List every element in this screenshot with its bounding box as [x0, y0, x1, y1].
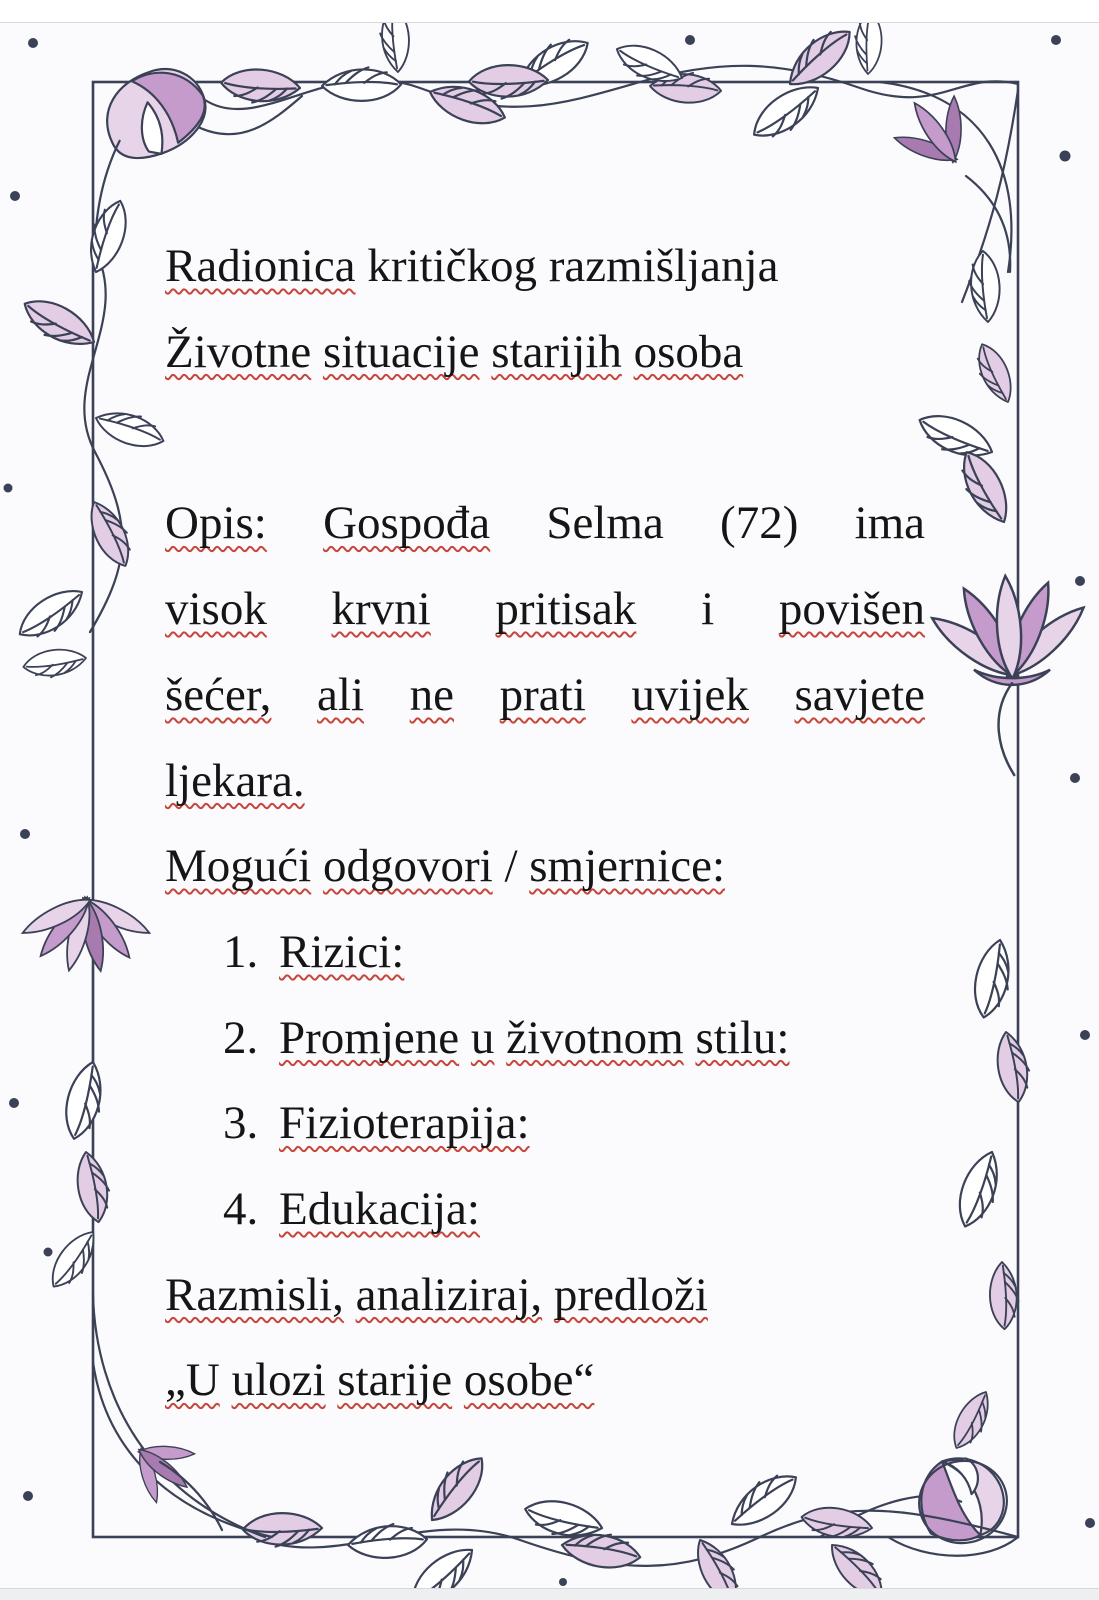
- list-item-3: [165, 1081, 925, 1167]
- word: Edukacija:: [279, 1183, 480, 1236]
- word: Razmisli,: [165, 1268, 344, 1321]
- closing-line-1: [165, 1253, 925, 1339]
- word: savjete: [794, 668, 926, 721]
- word: smjernice:: [529, 840, 726, 893]
- title-line-1: [165, 224, 925, 310]
- document-content: [165, 224, 925, 1424]
- list-item-2: [165, 996, 925, 1082]
- word: Promjene: [279, 1011, 460, 1064]
- bottom-right-rose-bud: [820, 1449, 1018, 1556]
- description-paragraph: [165, 481, 925, 824]
- screenshot-bottom-strip: [0, 1588, 1099, 1600]
- word: krvni: [331, 583, 431, 636]
- word: analiziraj,: [355, 1268, 543, 1321]
- list-item-text: [279, 1012, 789, 1064]
- word: Rizici:: [279, 925, 405, 978]
- closing-line-2: [165, 1338, 925, 1424]
- left-border-flower: [11, 197, 167, 1292]
- list-item-text: [279, 926, 404, 978]
- numbered-list: [165, 910, 925, 1253]
- word: visok: [165, 583, 267, 636]
- word: predloži: [553, 1268, 708, 1321]
- word: (72): [720, 497, 799, 550]
- word: stilu:: [695, 1011, 790, 1064]
- list-number: 1.: [223, 925, 259, 978]
- word: u: [470, 1011, 495, 1064]
- word: Opis:: [165, 497, 267, 550]
- word: starije: [337, 1354, 453, 1407]
- word: osobe“: [463, 1354, 595, 1407]
- list-item-4: [165, 1167, 925, 1253]
- list-number: 4.: [223, 1183, 259, 1236]
- word: „U: [165, 1354, 220, 1407]
- bottom-vine: [241, 1452, 1018, 1600]
- word: razmišljanja: [548, 240, 779, 292]
- description-line-3: [165, 653, 925, 739]
- title-line-2: [165, 310, 925, 396]
- word: ali: [317, 668, 365, 721]
- description-line-1: [165, 481, 925, 567]
- word: Selma: [546, 497, 664, 550]
- word: Radionica: [165, 240, 356, 292]
- word: /: [504, 840, 518, 893]
- word: Gospođa: [323, 497, 491, 550]
- screenshot-top-strip: [0, 0, 1099, 23]
- list-item-text: [279, 1183, 480, 1235]
- word: uvijek: [631, 668, 749, 721]
- list-item-text: [279, 1097, 530, 1149]
- word: ne: [409, 668, 455, 721]
- word: pritisak: [495, 583, 637, 636]
- word: ljekara.: [165, 754, 305, 807]
- word: starijih: [491, 325, 622, 378]
- right-border-flower: [914, 398, 1091, 1452]
- word: šećer,: [165, 668, 272, 721]
- word: ulozi: [231, 1354, 326, 1407]
- list-number: 2.: [223, 1011, 259, 1064]
- word: prati: [499, 668, 586, 721]
- word: Mogući: [165, 840, 312, 893]
- list-number: 3.: [223, 1097, 259, 1150]
- word: i: [701, 583, 715, 636]
- word: situacije: [322, 325, 480, 378]
- word: životnom: [506, 1011, 684, 1064]
- description-line-2: [165, 567, 925, 653]
- description-line-4: [165, 739, 925, 825]
- list-item-1: [165, 910, 925, 996]
- word: ima: [854, 497, 926, 550]
- top-vine: [196, 4, 1018, 143]
- word: Životne: [165, 325, 312, 378]
- word: odgovori: [322, 840, 493, 893]
- word: osoba: [633, 325, 744, 378]
- word: kritičkog: [367, 240, 537, 292]
- word: povišen: [778, 583, 926, 636]
- word: Fizioterapija:: [279, 1097, 530, 1150]
- section-heading: [165, 824, 925, 910]
